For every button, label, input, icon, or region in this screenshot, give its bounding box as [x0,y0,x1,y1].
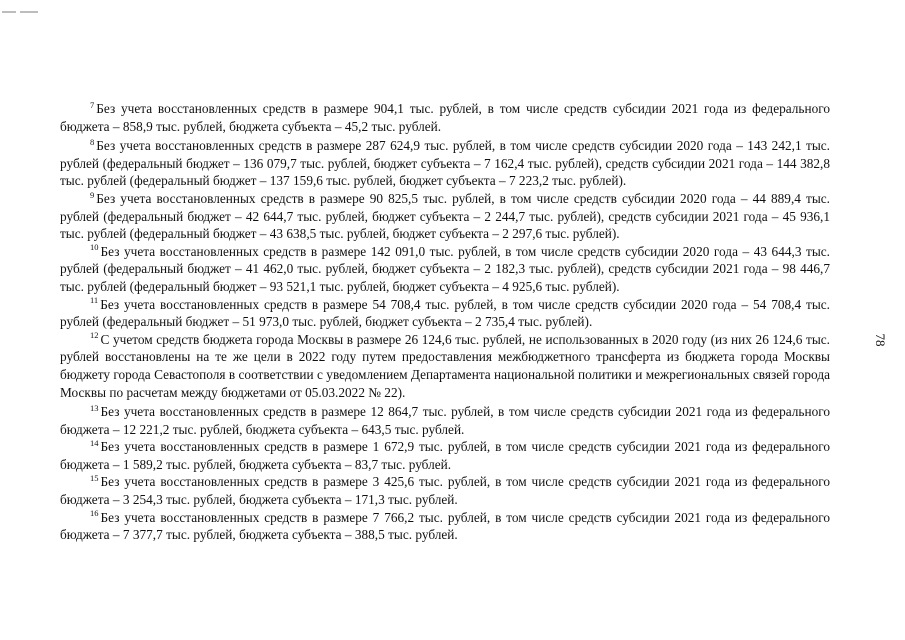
footnote-number: 12 [90,330,99,341]
footnote [60,509,830,544]
footnote-text: Без учета восстановленных средств в размере 54 708,4 тыс. рублей, в том числе средств субсидии 2020 года – 54 708,4 тыс. рублей (федеральный бюджет – 51 973,0 тыс. рублей, бюджет субъекта – 2 735,4 тыс. рублей). [60,296,830,330]
footnote-number: 10 [90,242,99,253]
footnote-number: 11 [90,295,99,306]
footnote-number: 14 [90,437,99,448]
footnote-number: 15 [90,473,99,484]
footnote-text: Без учета восстановленных средств в размере 287 624,9 тыс. рублей, в том числе средств субсидии 2020 года – 143 242,1 тыс. рублей (федеральный бюджет – 136 079,7 тыс. рублей, бюджет субъекта – 7 162,4 тыс. рублей), средств субсидии 2021 года – 144 382,8 тыс. рублей (федеральный бюджет – 137 159,6 тыс. рублей, бюджет субъекта – 7 223,2 тыс. рублей). [60,138,830,189]
scan-artifact [2,0,62,4]
footnote [60,438,830,473]
footnote [60,100,830,135]
footnote-text: Без учета восстановленных средств в размере 7 766,2 тыс. рублей, в том числе средств субсидии 2021 года из федерального бюджета – 7 377,7 тыс. рублей, бюджета субъекта – 388,5 тыс. рублей. [60,509,830,543]
footnote [60,403,830,438]
footnote-text: Без учета восстановленных средств в размере 12 864,7 тыс. рублей, в том числе средств субсидии 2021 года из федерального бюджета – 12 221,2 тыс. рублей, бюджета субъекта – 643,5 тыс. рублей. [60,404,830,437]
footnote-text: Без учета восстановленных средств в размере 3 425,6 тыс. рублей, в том числе средств субсидии 2021 года из федерального бюджета – 3 254,3 тыс. рублей, бюджета субъекта – 171,3 тыс. рублей. [60,474,830,508]
footnote-number: 16 [90,508,99,519]
footnote [60,243,830,296]
footnote-text: Без учета восстановленных средств в размере 142 091,0 тыс. рублей, в том числе средств субсидии 2020 года – 43 644,3 тыс. рублей (федеральный бюджет – 41 462,0 тыс. рублей, бюджет субъекта – 2 182,3 тыс. рублей), средств субсидии 2021 года – 98 446,7 тыс. рублей (федеральный бюджет – 93 521,1 тыс. рублей, бюджет субъекта – 4 925,6 тыс. рублей). [60,243,830,294]
footnote [60,137,830,190]
footnote [60,296,830,331]
footnotes-block [60,100,830,544]
footnote-number: 13 [90,402,99,413]
footnote-text: С учетом средств бюджета города Москвы в размере 26 124,6 тыс. рублей, не использованных в 2020 году (из них 26 124,6 тыс. рублей восстановлены на те же цели в 2022 году путем предоставления межбюджетного трансферта из бюджета города Москвы бюджету города Севастополя в соответствии с уведомлением Департамента национальной политики и межрегиональных связей города Москвы по расчетам между бюджетами от 05.03.2022 № 22). [60,331,830,400]
footnote-number: 8 [90,136,95,147]
scan-artifact-mark [20,11,38,13]
footnote-number: 7 [90,99,95,110]
footnote-text: Без учета восстановленных средств в размере 904,1 тыс. рублей, в том числе средств субсидии 2021 года из федерального бюджета – 858,9 тыс. рублей, бюджета субъекта – 45,2 тыс. рублей. [60,101,830,134]
footnote-number: 9 [90,189,95,200]
page-number: 78 [873,333,888,347]
footnote [60,190,830,243]
footnote [60,331,830,401]
footnote-text: Без учета восстановленных средств в размере 90 825,5 тыс. рублей, в том числе средств субсидии 2020 года – 44 889,4 тыс. рублей (федеральный бюджет – 42 644,7 тыс. рублей, бюджет субъекта – 2 244,7 тыс. рублей), средств субсидии 2021 года – 45 936,1 тыс. рублей (федеральный бюджет – 43 638,5 тыс. рублей, бюджет субъекта – 2 297,6 тыс. рублей). [60,190,830,242]
footnote-text: Без учета восстановленных средств в размере 1 672,9 тыс. рублей, в том числе средств субсидии 2021 года из федерального бюджета – 1 589,2 тыс. рублей, бюджета субъекта – 83,7 тыс. рублей. [60,439,830,472]
scan-artifact-mark [2,11,16,13]
footnote [60,473,830,508]
